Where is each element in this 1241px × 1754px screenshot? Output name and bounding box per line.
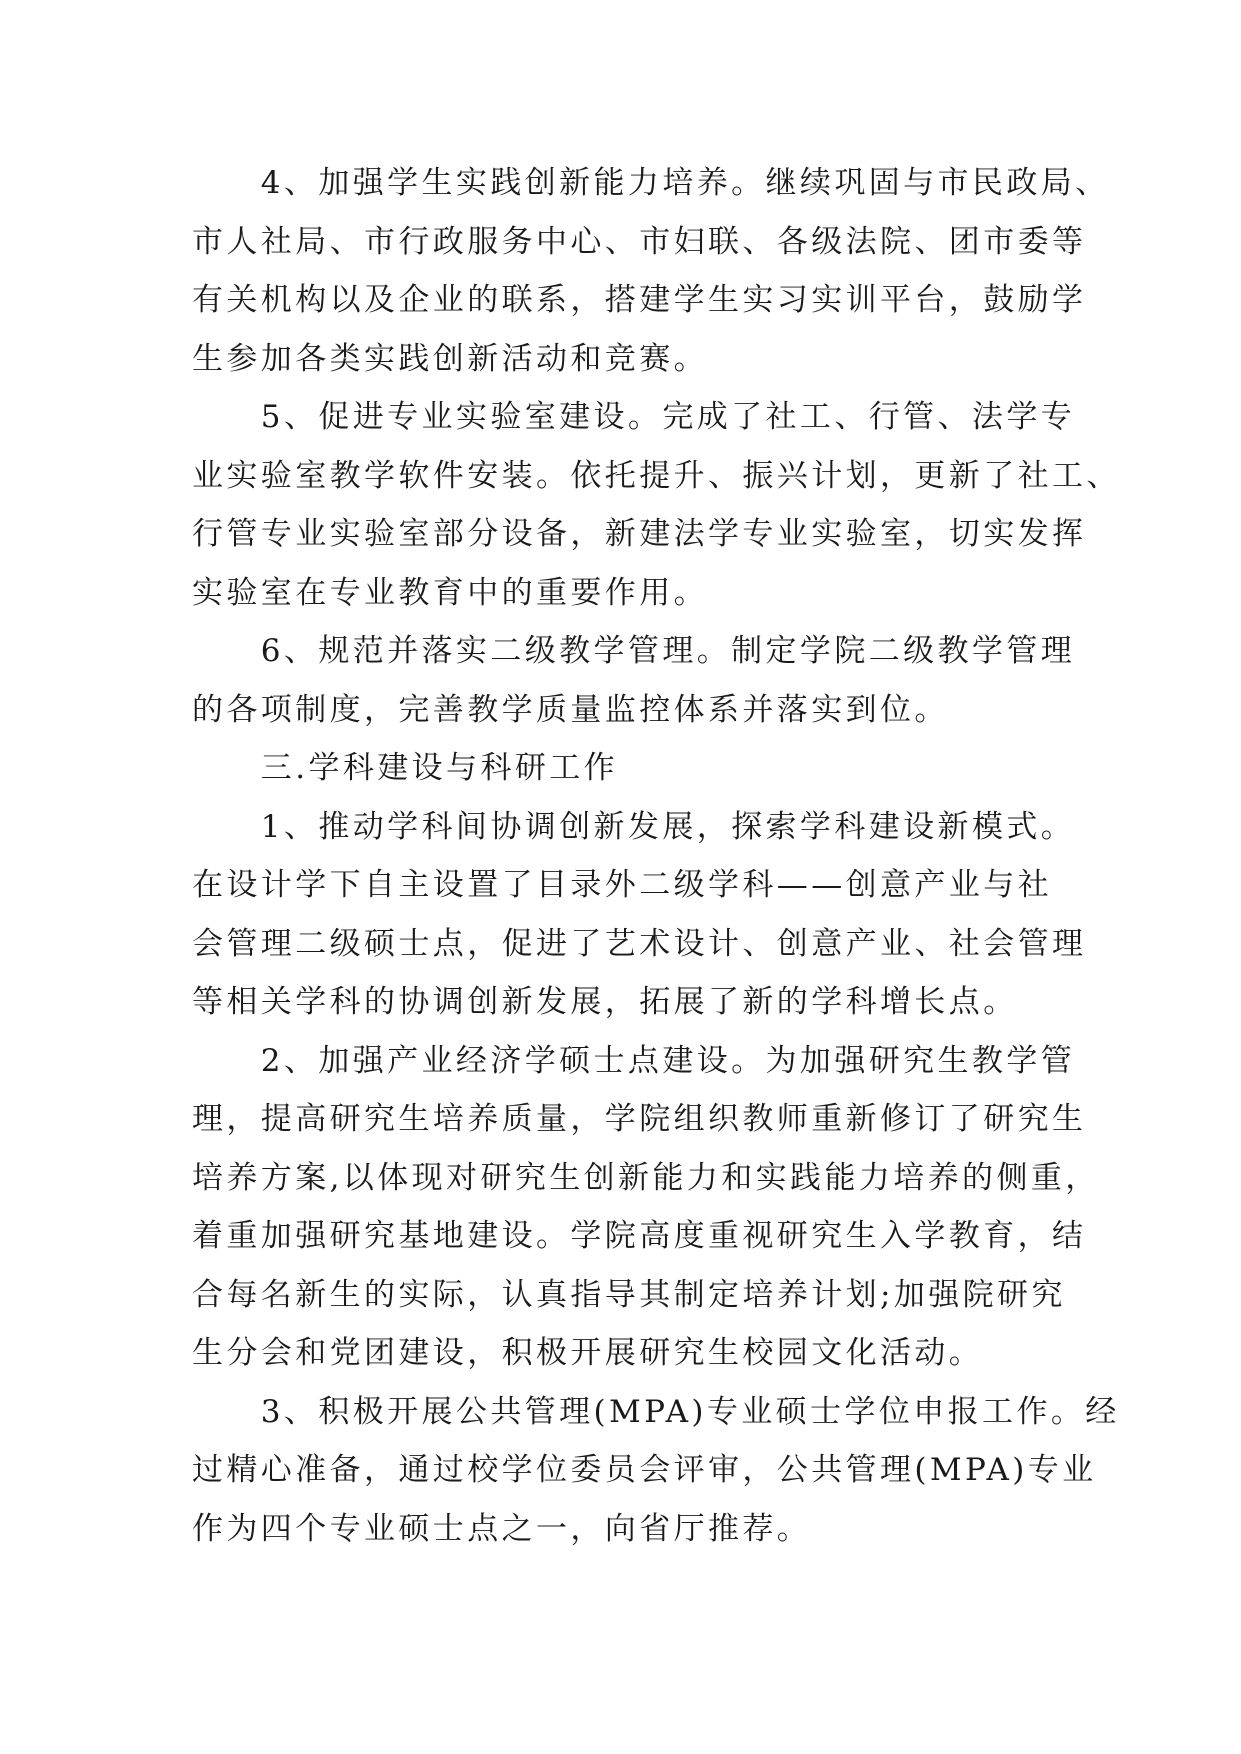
paragraph-s3-p2 — [192, 1032, 1100, 1383]
text-line: 三.学科建设与科研工作 — [192, 750, 619, 786]
text-line: 作为四个专业硕士点之一，向省厅推荐。 — [192, 1510, 812, 1547]
paragraph-s3-p3 — [192, 1383, 1120, 1559]
text-line: 有关机构以及企业的联系，搭建学生实习实训平台，鼓励学 — [192, 282, 1087, 318]
text-line: 在设计学下自主设置了目录外二级学科——创意产业与社 — [192, 867, 1052, 903]
paragraph-p4-practice — [192, 154, 1110, 388]
text-line: 行管专业实验室部分设备，新建法学专业实验室，切实发挥 — [192, 516, 1087, 552]
text-line: 等相关学科的协调创新发展，拓展了新的学科增长点。 — [192, 984, 1018, 1020]
text-line: 实验室在专业教育中的重要作用。 — [192, 574, 708, 611]
text-line: 3、积极开展公共管理(MPA)专业硕士学位申报工作。经 — [192, 1393, 1120, 1430]
text-line: 1、推动学科间协调创新发展，探索学科建设新模式。 — [192, 808, 1076, 845]
text-line: 会管理二级硕士点，促进了艺术设计、创意产业、社会管理 — [192, 925, 1087, 962]
text-line: 4、加强学生实践创新能力培养。继续巩固与市民政局、 — [192, 165, 1110, 201]
document-body — [192, 154, 1121, 1558]
text-line: 合每名新生的实际，认真指导其制定培养计划;加强院研究 — [192, 1276, 1066, 1313]
section-heading-section-3-heading — [192, 739, 1060, 798]
text-line: 6、规范并落实二级教学管理。制定学院二级教学管理 — [192, 633, 1076, 669]
text-line: 5、促进专业实验室建设。完成了社工、行管、法学专 — [192, 399, 1076, 435]
text-line: 着重加强研究基地建设。学院高度重视研究生入学教育，结 — [192, 1218, 1087, 1254]
text-line: 理，提高研究生培养质量，学院组织教师重新修订了研究生 — [192, 1101, 1087, 1137]
text-line: 生参加各类实践创新活动和竞赛。 — [192, 340, 708, 377]
text-line: 的各项制度，完善教学质量监控体系并落实到位。 — [192, 691, 949, 728]
text-line: 业实验室教学软件安装。依托提升、振兴计划，更新了社工、 — [192, 457, 1121, 494]
text-line: 培养方案,以体现对研究生创新能力和实践能力培养的侧重， — [192, 1159, 1100, 1196]
text-line: 过精心准备，通过校学位委员会评审，公共管理(MPA)专业 — [192, 1452, 1097, 1488]
text-line: 生分会和党团建设，积极开展研究生校园文化活动。 — [192, 1335, 984, 1371]
text-line: 市人社局、市行政服务中心、市妇联、各级法院、团市委等 — [192, 223, 1087, 260]
text-line: 2、加强产业经济学硕士点建设。为加强研究生教学管 — [192, 1042, 1076, 1079]
paragraph-s3-p1 — [192, 798, 1087, 1032]
paragraph-p6-management — [192, 622, 1076, 739]
paragraph-p5-lab — [192, 388, 1121, 622]
